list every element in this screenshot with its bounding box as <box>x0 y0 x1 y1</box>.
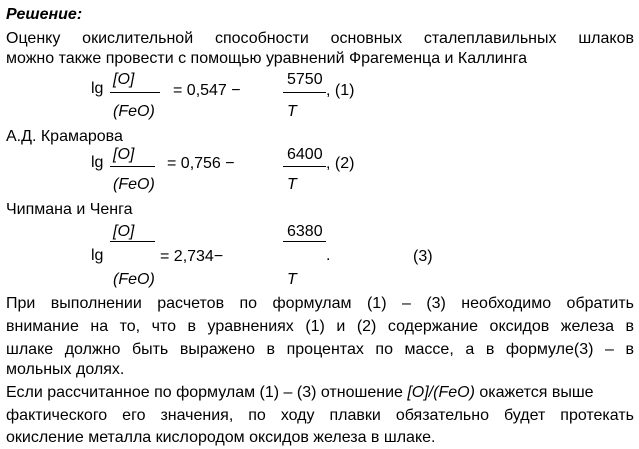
eq2-numerator: [O] <box>113 146 135 163</box>
eq1-fraction-bar <box>110 92 160 93</box>
eq2-lg: lg <box>91 154 104 171</box>
para2-line-2: фактического его значения, по ходу плавки обязательно будет протекать <box>6 407 634 424</box>
eq2-frac-denominator: T <box>287 176 297 193</box>
eq1-frac-denominator: T <box>287 103 297 120</box>
eq1-numerator: [O] <box>113 71 135 88</box>
para2-line-3: окисление металла кислородом оксидов железа в шлаке. <box>6 429 436 446</box>
eq2-frac-bar <box>283 166 326 167</box>
para1-line-4: мольных долях. <box>6 361 125 378</box>
eq2-tail: , (2) <box>326 155 355 172</box>
eq2-rhs: = 0,756 − <box>167 155 235 172</box>
para2-text-b: окажется выше <box>474 384 594 401</box>
eq2-denominator: (FeO) <box>113 176 155 193</box>
eq3-frac-numerator: 6380 <box>287 223 323 240</box>
eq3-numerator: [O] <box>113 223 135 240</box>
para1-line-3: шлаке должно быть выражено в процентах по массе, а в формуле(3) – в <box>6 341 634 358</box>
eq3-denominator: (FeO) <box>113 271 155 288</box>
eq1-lg: lg <box>91 80 104 97</box>
intro-line-1: Оценку окислительной способности основных сталеплавильных шлаков <box>6 30 634 47</box>
eq3-dot: . <box>326 247 331 264</box>
para1-line-1: При выполнении расчетов по формулам (1) – (3) необходимо обратить <box>6 295 634 312</box>
intro-line-2: можно также провести с помощью уравнений Фрагеменца и Каллинга <box>6 50 527 67</box>
eq3-frac-bar <box>283 241 326 242</box>
solution-heading: Решение: <box>6 6 83 23</box>
label-chipman-cheng: Чипмана и Ченга <box>6 201 133 218</box>
para2-text-a: Если рассчитанное по формулам (1) – (3) отношение <box>6 384 408 401</box>
para2-ratio: [O]/(FeO) <box>407 384 475 401</box>
label-kramarov: А.Д. Крамарова <box>6 128 123 145</box>
para1-line-2: внимание на то, что в уравнениях (1) и (2) содержание оксидов железа в <box>6 318 634 335</box>
eq3-fraction-bar <box>110 241 155 242</box>
eq3-rhs: = 2,734− <box>160 248 224 265</box>
para2-line-1 <box>6 383 594 403</box>
eq2-fraction-bar <box>110 166 155 167</box>
eq3-reference: (3) <box>413 248 433 265</box>
eq1-denominator: (FeO) <box>113 103 155 120</box>
eq1-frac-bar <box>283 92 326 93</box>
eq2-frac-numerator: 6400 <box>287 146 323 163</box>
eq1-frac-numerator: 5750 <box>287 71 323 88</box>
eq1-rhs: = 0,547 − <box>173 82 241 99</box>
eq3-frac-denominator: T <box>287 271 297 288</box>
eq3-lg: lg <box>91 247 104 264</box>
eq1-tail: , (1) <box>326 82 355 99</box>
